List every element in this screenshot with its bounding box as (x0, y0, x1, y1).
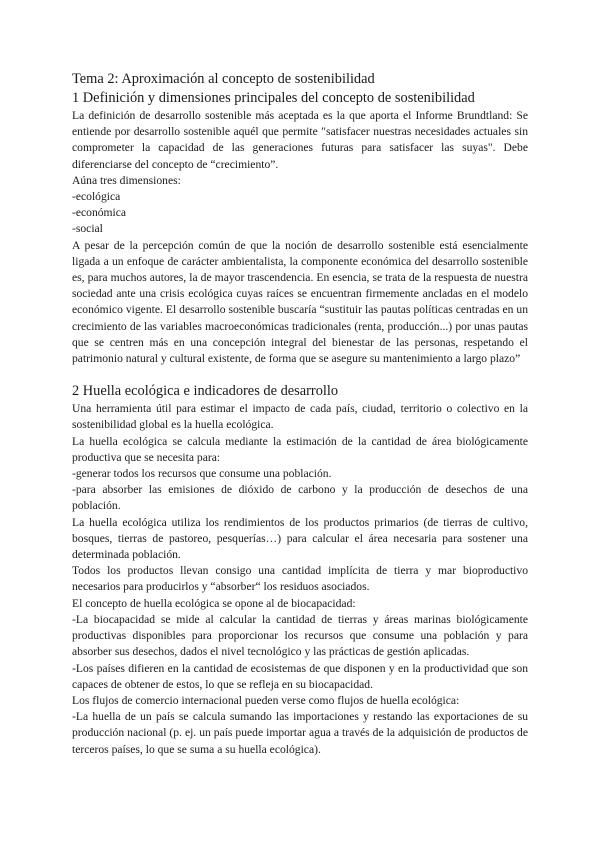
paragraph-economic-component: A pesar de la percepción común de que la noción de desarrollo sostenible está esencialmente ligada a un enfoque de carácter ambientalista, la componente económica del desarrollo sostenible es, para muchos autores, la de mayor trascendencia. En esencia, se trata de la respuesta de nuestra sociedad ante una crisis ecológica cuyas raíces se encuentran firmemente ancladas en el modelo económico vigente. El desarrollo sostenible buscaría “sustituir las pautas políticas centradas en un crecimiento de las variables macroeconómicas tradicionales (renta, producción...) por unas pautas que se centren más en una concepción integral del bienestar de las personas, respetando el patrimonio natural y cultural existente, de forma que se asegure su mantenimiento a largo plazo” (72, 238, 528, 366)
paragraph-dimensions-intro: Aúna tres dimensiones: (72, 173, 181, 187)
document-title: Tema 2: Aproximación al concepto de sostenibilidad (72, 71, 375, 87)
paragraph: Los flujos de comercio internacional pueden verse como flujos de huella ecológica: (72, 693, 460, 707)
dimensions-list (72, 189, 528, 238)
paragraph: La huella ecológica se calcula mediante la estimación de la cantidad de área biológicamente productiva que se necesita para: (72, 434, 528, 464)
paragraph: La huella ecológica utiliza los rendimientos de los productos primarios (de tierras de cultivo, bosques, tierras de pastoreo, pesquerías…) para calcular el área necesaria para sostener una determinada población. (72, 515, 528, 562)
list-item: -ecológica (72, 190, 121, 204)
section-1-heading: 1 Definición y dimensiones principales del concepto de sostenibilidad (72, 90, 475, 106)
paragraph: -Los países difieren en la cantidad de ecosistemas de que disponen y en la productividad que son capaces de obtener de estos, lo que se refleja en su biocapacidad. (72, 661, 528, 691)
paragraph: -generar todos los recursos que consume una población. (72, 467, 332, 481)
document-page (72, 70, 528, 758)
section-2-heading: 2 Huella ecológica e indicadores de desarrollo (72, 383, 339, 400)
paragraph: El concepto de huella ecológica se opone al de biocapacidad: (72, 596, 356, 610)
paragraph: Una herramienta útil para estimar el impacto de cada país, ciudad, territorio o colectivo en la sostenibilidad global es la huella ecológica. (72, 402, 528, 432)
paragraph: -La huella de un país se calcula sumando las importaciones y restando las exportaciones de su producción nacional (p. ej. un país puede importar agua a través de la adquisición de productos de terceros países, lo que se suma a su huella ecológica). (72, 710, 528, 756)
paragraph-brundtland: La definición de desarrollo sostenible más aceptada es la que aporta el Informe Brundtland: Se entiende por desarrollo sostenible aquél que permite "satisfacer nuestras necesidades actuales sin comprometer la capacidad de las generaciones futuras para satisfacer las suyas". Debe diferenciarse del concepto de “crecimiento”. (72, 109, 528, 171)
list-item: -económica (72, 206, 127, 220)
paragraph: Todos los productos llevan consigo una cantidad implícita de tierra y mar bioproductivo necesarios para producirlos y “absorber“ los residuos asociados. (72, 564, 528, 594)
list-item: -social (72, 222, 103, 236)
paragraph: -para absorber las emisiones de dióxido de carbono y la producción de desechos de una población. (72, 483, 528, 513)
paragraph: -La biocapacidad se mide al calcular la cantidad de tierras y áreas marinas biológicamente productivas disponibles para proporcionar los recursos que consume una población y para absorber sus desechos, dados el nivel tecnológico y las prácticas de gestión aplicadas. (72, 612, 528, 659)
